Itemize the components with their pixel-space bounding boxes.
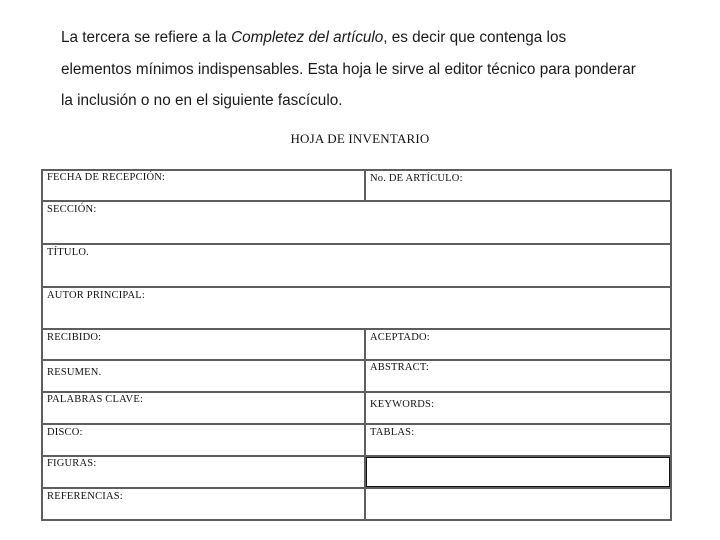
- autor-principal-label: AUTOR PRINCIPAL:: [47, 290, 146, 301]
- autor-principal-field[interactable]: [43, 288, 670, 328]
- seccion-field[interactable]: [43, 202, 670, 243]
- recibido-field[interactable]: [43, 330, 364, 359]
- figuras-label: FIGURAS:: [47, 458, 97, 469]
- referencias-value-field[interactable]: [366, 489, 670, 519]
- figuras-field[interactable]: [43, 457, 364, 487]
- referencias-field[interactable]: [43, 489, 364, 519]
- form-title: HOJA DE INVENTARIO: [290, 131, 430, 146]
- inventory-form: [41, 169, 672, 521]
- no-articulo-label: No. DE ARTÍCULO:: [370, 173, 463, 184]
- resumen-label: RESUMEN.: [47, 367, 102, 378]
- titulo-label: TÍTULO.: [47, 247, 89, 258]
- disco-field[interactable]: [43, 425, 364, 455]
- tablas-field[interactable]: [366, 425, 670, 455]
- fecha-recepcion-field[interactable]: [43, 171, 364, 200]
- aceptado-field[interactable]: [366, 330, 670, 359]
- keywords-label: KEYWORDS:: [370, 399, 435, 410]
- intro-paragraph: [61, 22, 701, 117]
- line1-text-end: , es decir que contenga los: [383, 29, 567, 46]
- seccion-label: SECCIÓN:: [47, 204, 97, 215]
- line1-text-start: La tercera se refiere a la: [61, 29, 232, 46]
- aceptado-label: ACEPTADO:: [370, 332, 430, 343]
- abstract-label: ABSTRACT:: [370, 362, 430, 373]
- titulo-field[interactable]: [43, 245, 670, 286]
- tablas-label: TABLAS:: [370, 427, 415, 438]
- recibido-label: RECIBIDO:: [47, 332, 102, 343]
- resumen-field[interactable]: [43, 361, 364, 391]
- paragraph-line-2: elementos mínimos indispensables. Esta hoja le sirve al editor técnico para ponderar: [61, 60, 636, 78]
- line1-italic-phrase: Completez del artículo: [231, 29, 384, 46]
- referencias-label: REFERENCIAS:: [47, 491, 123, 502]
- palabras-clave-label: PALABRAS CLAVE:: [47, 394, 144, 405]
- abstract-field[interactable]: [366, 361, 670, 391]
- disco-label: DISCO:: [47, 427, 83, 438]
- fecha-recepcion-label: FECHA DE RECEPCIÓN:: [47, 172, 166, 183]
- palabras-clave-field[interactable]: [43, 393, 364, 423]
- keywords-field[interactable]: [366, 393, 670, 423]
- paragraph-line-3: la inclusión o no en el siguiente fascículo.: [61, 92, 343, 109]
- no-articulo-field[interactable]: [366, 171, 670, 200]
- paragraph-line-1: [61, 22, 701, 54]
- figuras-value-field[interactable]: [366, 457, 670, 487]
